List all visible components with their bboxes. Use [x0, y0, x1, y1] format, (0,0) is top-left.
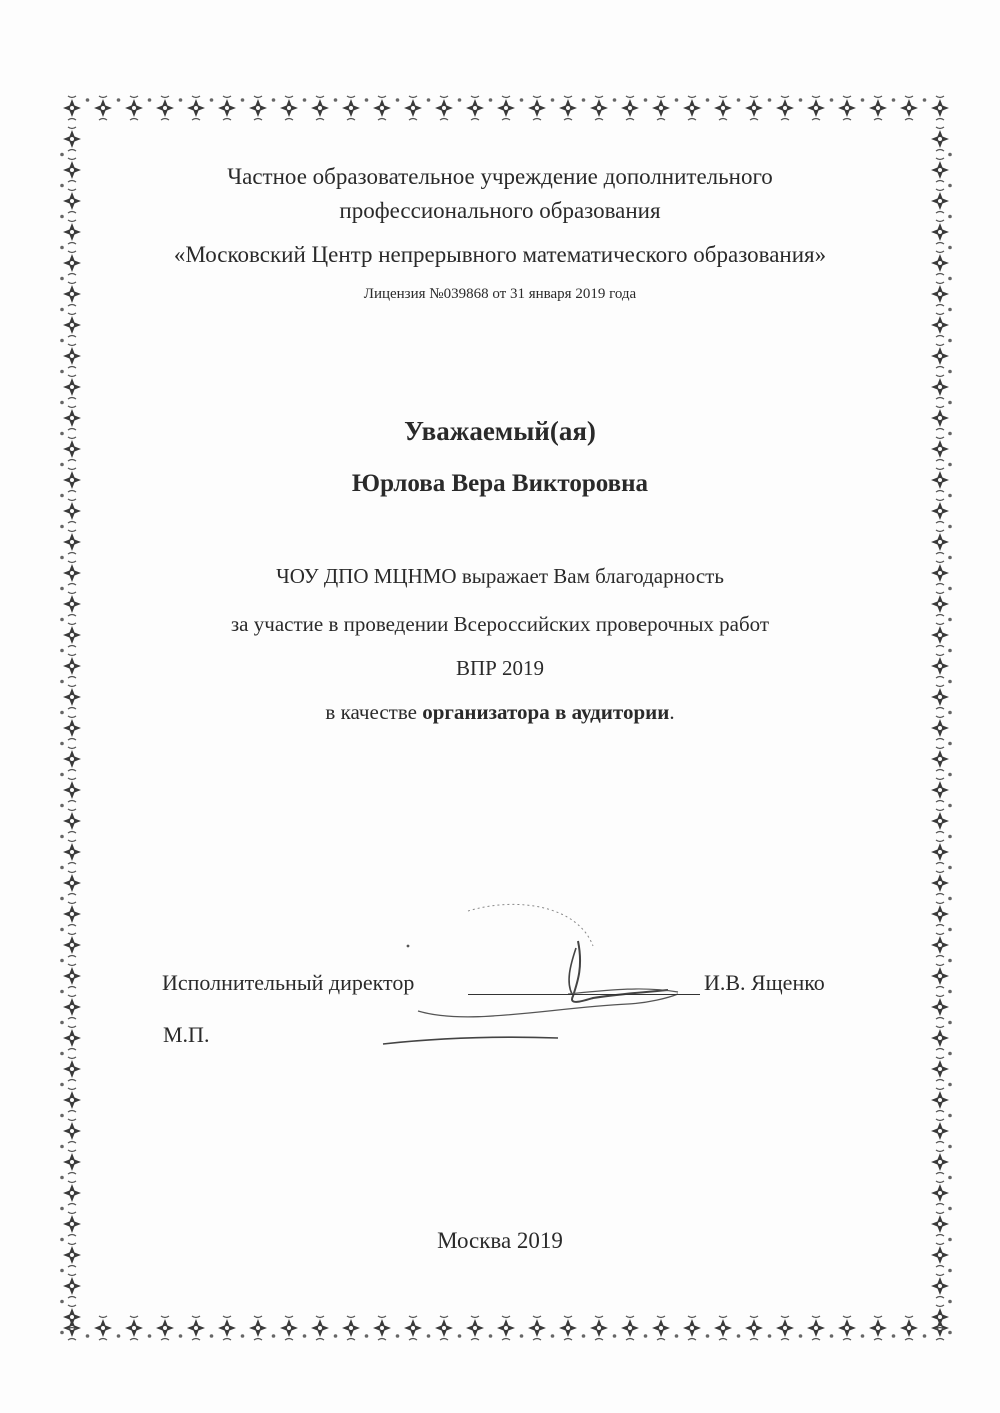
border-dot-left: [60, 835, 64, 839]
role-line: [0, 700, 1000, 725]
recipient-name: Юрлова Вера Викторовна: [351, 470, 649, 497]
border-ornament-left: [63, 313, 81, 337]
gratitude-line-2: за участие в проведении Всероссийских проверочных работ: [230, 612, 770, 636]
border-dot-left: [60, 1176, 64, 1180]
border-dot-top: [427, 98, 431, 102]
border-dot-top: [582, 98, 586, 102]
border-dot-right: [948, 370, 952, 374]
border-dot-bottom: [148, 1334, 152, 1338]
border-dot-top: [892, 98, 896, 102]
border-ornament-left: [63, 995, 81, 1019]
signatory-name: И.В. Ященко: [704, 970, 825, 995]
border-dot-left: [60, 897, 64, 901]
border-dot-left: [60, 401, 64, 405]
border-dot-right: [948, 897, 952, 901]
border-dot-left: [60, 556, 64, 560]
border-ornament-bottom: [900, 1316, 918, 1340]
border-ornament-top: [838, 96, 856, 120]
signature-line: [468, 994, 700, 995]
border-ornament-left: [63, 1305, 81, 1329]
border-dot-right: [948, 339, 952, 343]
border-dot-left: [60, 1331, 64, 1335]
border-dot-left: [60, 370, 64, 374]
role-suffix: .: [669, 700, 675, 724]
border-dot-left: [60, 649, 64, 653]
border-dot-right: [948, 804, 952, 808]
border-ornament-right: [931, 809, 949, 833]
border-dot-left: [60, 804, 64, 808]
border-dot-bottom: [830, 1334, 834, 1338]
border-ornament-bottom: [869, 1316, 887, 1340]
border-dot-left: [60, 1269, 64, 1273]
border-dot-bottom: [179, 1334, 183, 1338]
border-dot-left: [60, 773, 64, 777]
border-dot-right: [948, 835, 952, 839]
border-dot-top: [706, 98, 710, 102]
border-ornament-top: [745, 96, 763, 120]
border-dot-bottom: [551, 1334, 555, 1338]
border-ornament-right: [931, 778, 949, 802]
border-dot-bottom: [675, 1334, 679, 1338]
border-dot-right: [948, 153, 952, 157]
border-dot-bottom: [365, 1334, 369, 1338]
border-dot-top: [768, 98, 772, 102]
border-dot-top: [551, 98, 555, 102]
border-ornament-right: [931, 1274, 949, 1298]
border-ornament-top: [900, 96, 918, 120]
border-ornament-bottom: [311, 1316, 329, 1340]
border-dot-top: [148, 98, 152, 102]
border-ornament-left: [63, 1119, 81, 1143]
border-dot-left: [60, 742, 64, 746]
border-dot-bottom: [489, 1334, 493, 1338]
border-ornament-bottom: [652, 1316, 670, 1340]
border-ornament-bottom: [528, 1316, 546, 1340]
role-prefix: в качестве: [325, 700, 423, 724]
border-ornament-top: [714, 96, 732, 120]
border-dot-top: [675, 98, 679, 102]
border-ornament-top: [373, 96, 391, 120]
border-dot-right: [948, 959, 952, 963]
border-ornament-bottom: [280, 1316, 298, 1340]
border-ornament-top: [342, 96, 360, 120]
border-ornament-top: [590, 96, 608, 120]
border-dot-left: [60, 990, 64, 994]
salutation: Уважаемый(ая): [404, 416, 596, 446]
border-ornament-bottom: [838, 1316, 856, 1340]
border-ornament-left: [63, 1274, 81, 1298]
border-dot-bottom: [892, 1334, 896, 1338]
border-dot-top: [737, 98, 741, 102]
border-ornament-right: [931, 964, 949, 988]
border-dot-top: [458, 98, 462, 102]
border-ornament-bottom: [94, 1316, 112, 1340]
border-dot-bottom: [427, 1334, 431, 1338]
institution-line-1: Частное образовательное учреждение дополнительного: [227, 164, 773, 189]
border-ornament-left: [63, 902, 81, 926]
border-dot-left: [60, 153, 64, 157]
border-dot-right: [948, 742, 952, 746]
border-ornament-top: [776, 96, 794, 120]
border-ornament-bottom: [714, 1316, 732, 1340]
border-dot-right: [948, 649, 952, 653]
border-ornament-top: [528, 96, 546, 120]
border-ornament-top: [63, 96, 81, 120]
border-dot-right: [948, 1021, 952, 1025]
border-dot-left: [60, 463, 64, 467]
border-ornament-top: [94, 96, 112, 120]
border-ornament-top: [559, 96, 577, 120]
border-ornament-right: [931, 530, 949, 554]
border-ornament-right: [931, 127, 949, 151]
border-ornament-top: [156, 96, 174, 120]
border-dot-top: [117, 98, 121, 102]
border-ornament-top: [311, 96, 329, 120]
border-dot-left: [60, 1052, 64, 1056]
border-ornament-right: [931, 313, 949, 337]
border-dot-top: [272, 98, 276, 102]
border-dot-right: [948, 308, 952, 312]
border-ornament-top: [621, 96, 639, 120]
border-dot-bottom: [520, 1334, 524, 1338]
border-dot-right: [948, 401, 952, 405]
border-ornament-bottom: [683, 1316, 701, 1340]
border-dot-right: [948, 1083, 952, 1087]
border-ornament-top: [807, 96, 825, 120]
border-ornament-top: [280, 96, 298, 120]
gratitude-line-1: ЧОУ ДПО МЦНМО выражает Вам благодарность: [276, 564, 724, 588]
border-dot-bottom: [303, 1334, 307, 1338]
border-ornament-right: [931, 747, 949, 771]
border-dot-right: [948, 463, 952, 467]
border-ornament-bottom: [745, 1316, 763, 1340]
border-dot-top: [241, 98, 245, 102]
border-dot-bottom: [458, 1334, 462, 1338]
border-ornament-right: [931, 1305, 949, 1329]
border-ornament-top: [404, 96, 422, 120]
border-dot-bottom: [861, 1334, 865, 1338]
border-dot-right: [948, 1207, 952, 1211]
border-ornament-left: [63, 530, 81, 554]
border-dot-right: [948, 928, 952, 932]
border-dot-right: [948, 556, 952, 560]
border-dot-bottom: [241, 1334, 245, 1338]
border-dot-bottom: [923, 1334, 927, 1338]
border-ornament-bottom: [404, 1316, 422, 1340]
border-dot-top: [520, 98, 524, 102]
border-dot-top: [365, 98, 369, 102]
border-dot-top: [334, 98, 338, 102]
border-ornament-top: [249, 96, 267, 120]
border-dot-top: [923, 98, 927, 102]
border-dot-bottom: [334, 1334, 338, 1338]
border-dot-bottom: [706, 1334, 710, 1338]
border-ornament-left: [63, 964, 81, 988]
border-ornament-bottom: [249, 1316, 267, 1340]
border-dot-left: [60, 1021, 64, 1025]
border-ornament-left: [63, 809, 81, 833]
border-dot-left: [60, 1114, 64, 1118]
border-ornament-left: [63, 933, 81, 957]
border-ornament-left: [63, 1057, 81, 1081]
handwritten-signature: [378, 886, 718, 1066]
border-ornament-right: [931, 933, 949, 957]
border-ornament-top: [187, 96, 205, 120]
border-dot-top: [396, 98, 400, 102]
border-dot-top: [179, 98, 183, 102]
border-dot-right: [948, 1300, 952, 1304]
border-ornament-top: [869, 96, 887, 120]
border-dot-bottom: [644, 1334, 648, 1338]
border-ornament-right: [931, 1150, 949, 1174]
border-dot-left: [60, 959, 64, 963]
border-dot-bottom: [396, 1334, 400, 1338]
border-dot-top: [613, 98, 617, 102]
border-dot-right: [948, 1176, 952, 1180]
border-ornament-left: [63, 1026, 81, 1050]
border-ornament-top: [931, 96, 949, 120]
border-dot-right: [948, 1269, 952, 1273]
border-ornament-bottom: [621, 1316, 639, 1340]
border-dot-top: [830, 98, 834, 102]
border-dot-bottom: [799, 1334, 803, 1338]
border-dot-left: [60, 525, 64, 529]
border-dot-bottom: [210, 1334, 214, 1338]
border-ornament-right: [931, 902, 949, 926]
border-dot-bottom: [272, 1334, 276, 1338]
border-dot-right: [948, 990, 952, 994]
border-dot-left: [60, 308, 64, 312]
border-dot-right: [948, 1052, 952, 1056]
border-dot-left: [60, 339, 64, 343]
border-dot-right: [948, 1145, 952, 1149]
institution-line-2: профессионального образования: [339, 198, 661, 223]
border-ornament-bottom: [497, 1316, 515, 1340]
border-ornament-top: [218, 96, 236, 120]
border-dot-right: [948, 866, 952, 870]
border-ornament-bottom: [125, 1316, 143, 1340]
border-ornament-left: [63, 1150, 81, 1174]
border-dot-top: [489, 98, 493, 102]
border-dot-top: [86, 98, 90, 102]
border-ornament-left: [63, 747, 81, 771]
border-ornament-right: [931, 344, 949, 368]
border-ornament-left: [63, 1181, 81, 1205]
border-ornament-right: [931, 499, 949, 523]
border-ornament-left: [63, 1088, 81, 1112]
border-ornament-left: [63, 778, 81, 802]
border-ornament-bottom: [590, 1316, 608, 1340]
border-dot-right: [948, 277, 952, 281]
border-ornament-right: [931, 871, 949, 895]
border-dot-bottom: [768, 1334, 772, 1338]
border-dot-left: [60, 1207, 64, 1211]
border-ornament-right: [931, 1181, 949, 1205]
border-dot-left: [60, 1145, 64, 1149]
border-ornament-right: [931, 375, 949, 399]
border-dot-bottom: [737, 1334, 741, 1338]
border-ornament-left: [63, 375, 81, 399]
border-ornament-bottom: [156, 1316, 174, 1340]
border-ornament-bottom: [466, 1316, 484, 1340]
border-ornament-left: [63, 344, 81, 368]
border-ornament-top: [125, 96, 143, 120]
signatory-title: Исполнительный директор: [162, 970, 415, 995]
border-ornament-top: [683, 96, 701, 120]
city-year: Москва 2019: [437, 1228, 563, 1253]
border-ornament-right: [931, 995, 949, 1019]
border-ornament-bottom: [218, 1316, 236, 1340]
border-ornament-right: [931, 840, 949, 864]
border-ornament-bottom: [776, 1316, 794, 1340]
role-name: организатора в аудитории: [422, 700, 670, 724]
border-ornament-left: [63, 127, 81, 151]
border-dot-left: [60, 1300, 64, 1304]
border-dot-right: [948, 1114, 952, 1118]
event-name: ВПР 2019: [455, 656, 545, 680]
border-dot-top: [861, 98, 865, 102]
border-dot-top: [303, 98, 307, 102]
border-ornament-top: [466, 96, 484, 120]
border-ornament-right: [931, 1057, 949, 1081]
border-dot-bottom: [86, 1334, 90, 1338]
border-dot-left: [60, 866, 64, 870]
border-ornament-bottom: [807, 1316, 825, 1340]
border-ornament-right: [931, 1119, 949, 1143]
border-ornament-right: [931, 1088, 949, 1112]
border-ornament-top: [435, 96, 453, 120]
border-dot-right: [948, 773, 952, 777]
border-dot-bottom: [613, 1334, 617, 1338]
border-dot-right: [948, 1331, 952, 1335]
border-dot-left: [60, 928, 64, 932]
border-ornament-left: [63, 499, 81, 523]
border-ornament-bottom: [342, 1316, 360, 1340]
border-dot-top: [210, 98, 214, 102]
stamp-place-label: М.П.: [163, 1022, 210, 1047]
border-dot-bottom: [117, 1334, 121, 1338]
institution-name: «Московский Центр непрерывного математического образования»: [173, 242, 827, 267]
border-ornament-bottom: [373, 1316, 391, 1340]
border-ornament-top: [652, 96, 670, 120]
border-dot-left: [60, 1083, 64, 1087]
border-dot-bottom: [582, 1334, 586, 1338]
border-ornament-bottom: [559, 1316, 577, 1340]
border-ornament-right: [931, 1026, 949, 1050]
border-ornament-top: [497, 96, 515, 120]
border-ornament-left: [63, 840, 81, 864]
border-dot-right: [948, 525, 952, 529]
border-dot-top: [644, 98, 648, 102]
border-ornament-bottom: [435, 1316, 453, 1340]
border-ornament-bottom: [187, 1316, 205, 1340]
border-dot-top: [799, 98, 803, 102]
border-dot-left: [60, 277, 64, 281]
license-line: Лицензия №039868 от 31 января 2019 года: [363, 286, 637, 302]
border-ornament-left: [63, 871, 81, 895]
